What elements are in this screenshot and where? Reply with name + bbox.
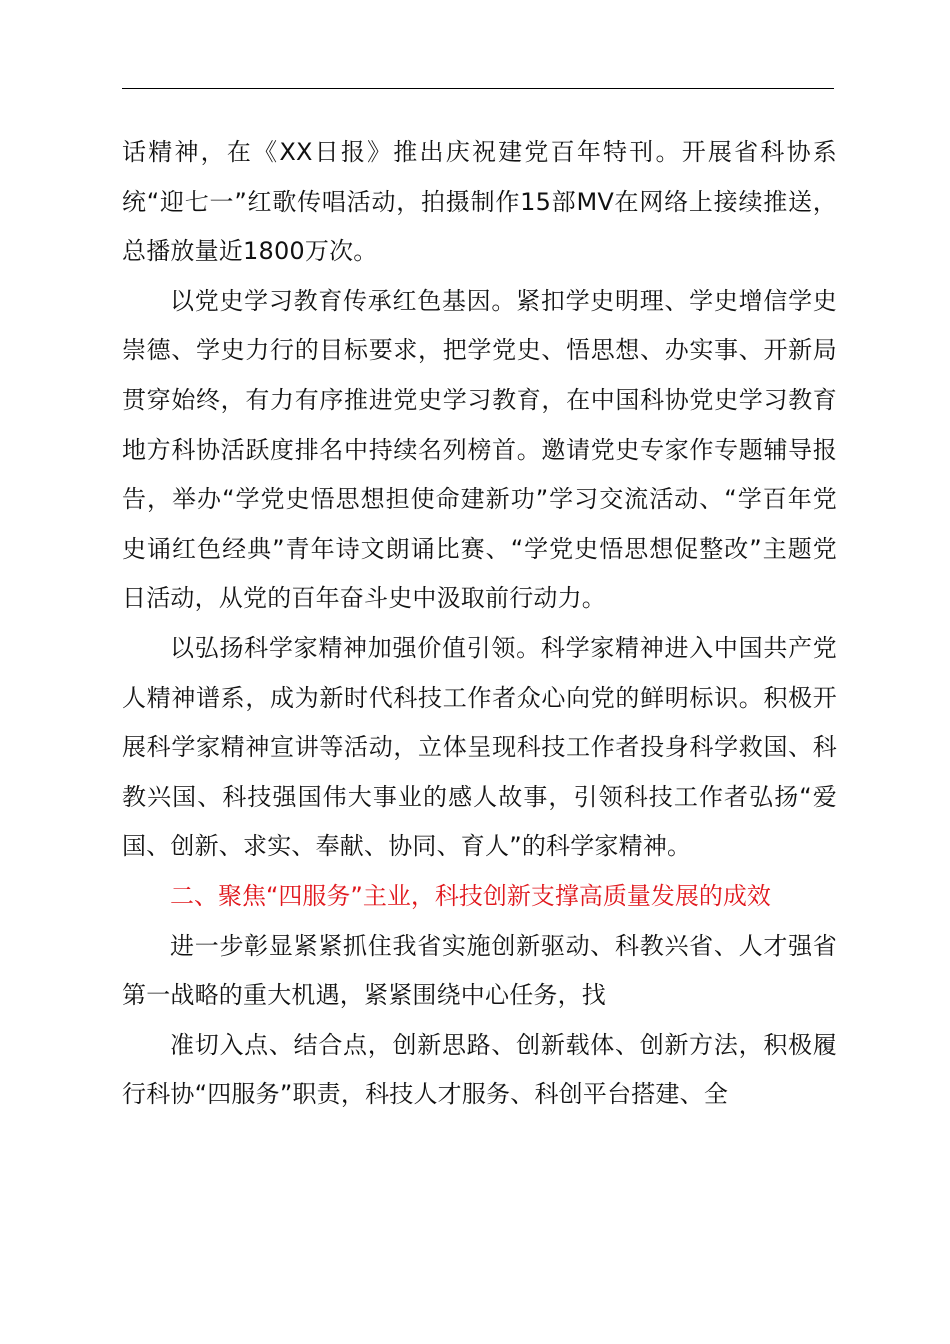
paragraph-1: 话精神，在《XX日报》推出庆祝建党百年特刊。开展省科协系统“迎七一”红歌传唱活动，拍摄制作15部MV在网络上接续推送，总播放量近1800万次。 — [122, 138, 837, 266]
paragraph-3: 以弘扬科学家精神加强价值引领。科学家精神进入中国共产党人精神谱系，成为新时代科技工作者众心向党的鲜明标识。积极开展科学家精神宣讲等活动，立体呈现科技工作者投身科学救国、科教兴国、科技强国伟大事业的感人故事，引领科技工作者弘扬“爱国、创新、求实、奉献、协同、育人”的科学家精神。 — [122, 633, 837, 861]
document-body — [122, 128, 837, 1120]
paragraph-2: 以党史学习教育传承红色基因。紧扣学史明理、学史增信学史崇德、学史力行的目标要求，把学党史、悟思想、办实事、开新局贯穿始终，有力有序推进党史学习教育，在中国科协党史学习教育地方科协活跃度排名中持续名列榜首。邀请党史专家作专题辅导报告，举办“学党史悟思想担使命建新功”学习交流活动、“学百年党史诵红色经典”青年诗文朗诵比赛、“学党史悟思想促整改”主题党日活动，从党的百年奋斗史中汲取前行动力。 — [122, 286, 837, 613]
paragraph-4: 进一步彰显紧紧抓住我省实施创新驱动、科教兴省、人才强省第一战略的重大机遇，紧紧围绕中心任务，找 — [122, 931, 837, 1010]
header-rule — [122, 88, 834, 89]
paragraph-5: 准切入点、结合点，创新思路、创新载体、创新方法，积极履行科协“四服务”职责，科技人才服务、科创平台搭建、全 — [122, 1030, 837, 1109]
section-heading: 二、聚焦“四服务”主业，科技创新支撑高质量发展的成效 — [170, 881, 771, 910]
